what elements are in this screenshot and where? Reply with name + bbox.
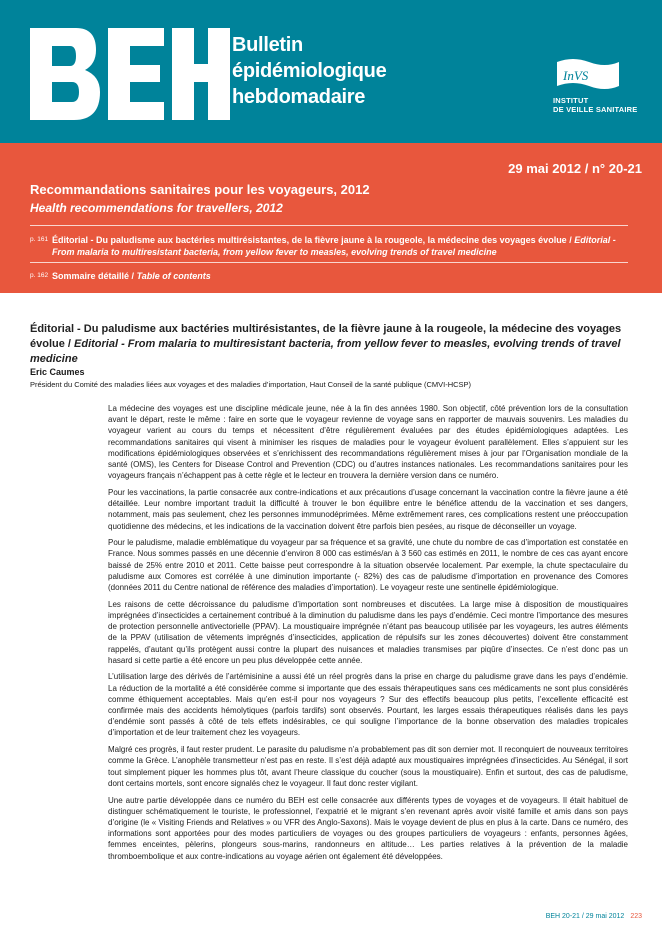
article-body <box>108 403 628 867</box>
author-affiliation: Président du Comité des maladies liées aux voyages et des maladies d’importation, Haut Conseil de la santé publique (CMVI-HCSP) <box>30 380 472 389</box>
author-name: Eric Caumes <box>30 367 85 377</box>
divider <box>30 262 628 263</box>
masthead-banner <box>0 0 662 143</box>
article-title: Éditorial - Du paludisme aux bactéries multirésistantes, de la fièvre jaune à la rougeole, la médecine des voyages évolue / Editorial - From malaria to multiresistant bacteria, from yellow fever to measles, evolving trends of travel medicine <box>30 323 622 365</box>
divider <box>30 225 628 226</box>
toc-page: p. 162 <box>30 272 49 279</box>
paragraph: Malgré ces progrès, il faut rester prudent. Le parasite du paludisme n’a probablement pas dit son dernier mot. Il reconquiert de nouveaux territoires comme la Grèce. L’anophèle transmetteur n’est pas en reste. Il s’est déjà adapté aux moustiquaires imprégnées d’insecticides. Au Sénégal, il sort tout simplement piquer les hommes plus tôt, avant l’heure classique du coucher (sous la moustiquaire). Enfin et surtout, des cas de paludisme, dont certains mortels, sont encore signalés chez le voyageur. Il faut donc rester vigilant. <box>108 745 628 788</box>
journal-title: Bulletin épidémiologique hebdomadaire <box>232 34 387 108</box>
paragraph: La médecine des voyages est une discipline médicale jeune, née à la fin des années 1980. Son objectif, côté prévention lors de la consultation avant le départ, reste le même : faire en sorte que le voyageur revienne de voyage sans en rapporter de mauvais souvenirs. Les maladies du voyageur varient au cours du temps et nécessitent d’être régulièrement évaluées par des études épidémiologiques adaptées. Les recommandations sanitaires qui visent à minimiser les risques de maladies pour le voyageur évoluent parallèlement. Elles s’appuient sur les modifications épidémiologiques observées et s’enrichissent des recommandations régulièrement mises à jour par l’Organisation mondiale de la santé (OMS), les Centers for Disease Control and Prevention (CDC) ou d’autres instances nationales. Les recommandations sanitaires pour les voyageurs français n’échappent pas à cette règle et le lecteur en trouvera la dernière version dans ce numéro. <box>108 404 628 481</box>
paragraph: Pour les vaccinations, la partie consacrée aux contre-indications et aux précautions d’usage concernant la vaccination contre la fièvre jaune a été détaillée. Leur nombre important traduit la difficulté à trouver le bon équilibre entre le bénéfice attendu de la vaccination et ses dangers, notamment, mais pas seulement, chez les personnes immunodéprimées. Même extrêmement rares, ces complications restent une préoccupation quotidienne des médecins, et les indications de la vaccination doivent être parfois bien pesées, au risque de déconseiller un voyage. <box>108 487 628 531</box>
invs-label: INSTITUT DE VEILLE SANITAIRE <box>553 96 638 114</box>
paragraph: Une autre partie développée dans ce numéro du BEH est celle consacrée aux différents types de voyages et de voyageurs. Il était habituel de distinguer schématiquement le touriste, le professionnel, l’expatrié et le migrant s’en revenant après avoir visité famille et amis dans son pays d’origine (le « Visiting Friends and Relatives » ou VFR des Anglo-Saxons). Mais le voyage devient de plus en plus à la carte. Dans ce numéro, des informations sont apportées pour des modes particuliers de voyages ou des groupes particuliers de voyageurs : enfants, personnes âgées, femmes enceintes, pèlerins, plongeurs sous-marins, randonneurs en altitude… Les parties relatives à la prévention de la maladie thromboembolique et aux contre-indications au voyage aérien ont également été développées. <box>108 795 628 861</box>
report-title-fr: Recommandations sanitaires pour les voyageurs, 2012 <box>30 182 370 197</box>
issue-header <box>0 143 662 293</box>
beh-logo <box>30 28 230 120</box>
report-title-en: Health recommendations for travellers, 2012 <box>30 201 283 215</box>
paragraph: Pour le paludisme, maladie emblématique du voyageur par sa fréquence et sa gravité, une chute du nombre de cas d’importation est constatée en France. Nous sommes passés en une décennie d’environ 8 000 cas estimés/an à 3 560 cas estimés en 2011, le nombre de ces cas ayant encore baissé de 25% entre 2010 et 2011. Cette baisse peut correspondre à la situation observée localement. Par exemple, la chute spectaculaire du paludisme aux Comores est corrélée à une diminution importante (- 82%) des cas de paludisme d’importation en provenance des Comores (données 2011 du Centre national de référence des maladies d’importation). Le voyageur reste une sentinelle épidémiologique. <box>108 538 628 593</box>
footer-issue: BEH 20-21 / 29 mai 2012 <box>545 913 625 920</box>
paragraph: Les raisons de cette décroissance du paludisme d’importation sont nombreuses et discutées. La large mise à disposition de moustiquaires imprégnées d’insecticides a certainement contribué à la diminution du paludisme dans les pays d’endémie. Ceci montre l’importance des mesures de protection personnelle antivectorielle (PPAV). La moustiquaire imprégnée n’étant pas beaucoup utilisée par les voyageurs, les autres éléments de la PPAV (utilisation de vêtements imprégnés d’insecticides, application de répulsifs sur les zones découvertes) doivent être constamment rappelés, d’autant qu’ils protègent aussi contre la plupart des nuisances et maladies transmises par piqûre d’insectes. Ce n’est donc pas un hasard si cette partie a été encore un peu plus développée cette année. <box>108 599 628 665</box>
toc-page: p. 161 <box>30 236 49 243</box>
svg-text:InVS: InVS <box>563 68 589 83</box>
toc-item-editorial[interactable]: Éditorial - Du paludisme aux bactéries multirésistantes, de la fièvre jaune à la rougeole, la médecine des voyages évolue / Editorial - From malaria to multiresistant bacteria, from yellow fever to measles, evolving trends of travel medicine <box>52 235 616 257</box>
page-number: 223 <box>630 913 642 920</box>
toc-item-contents[interactable]: Sommaire détaillé / Table of contents <box>52 271 211 281</box>
paragraph: L’utilisation large des dérivés de l’artémisinine a aussi été un réel progrès dans la prise en charge du paludisme grave dans les pays d’endémie. La réduction de la mortalité a été considérée comme si importante que des essais thérapeutiques sans ces médicaments ne sont plus considérés comme éthiquement acceptables. Mais qu’en est-il pour nos voyageurs ? Sur des effectifs beaucoup plus petits, l’excellente efficacité est confirmée mais des accidents hémolytiques (parfois tardifs) sont observés. Pourtant, les larges essais thérapeutiques réalisés dans les pays d’endémie sont passés à côté de tels effets indésirables, ce qui souligne l’importance de la bonne observation des maladies tropicales d’importation et de leur traitement chez les voyageurs. <box>108 672 628 738</box>
page-footer <box>546 913 642 920</box>
issue-number: 29 mai 2012 / n° 20-21 <box>508 161 642 176</box>
